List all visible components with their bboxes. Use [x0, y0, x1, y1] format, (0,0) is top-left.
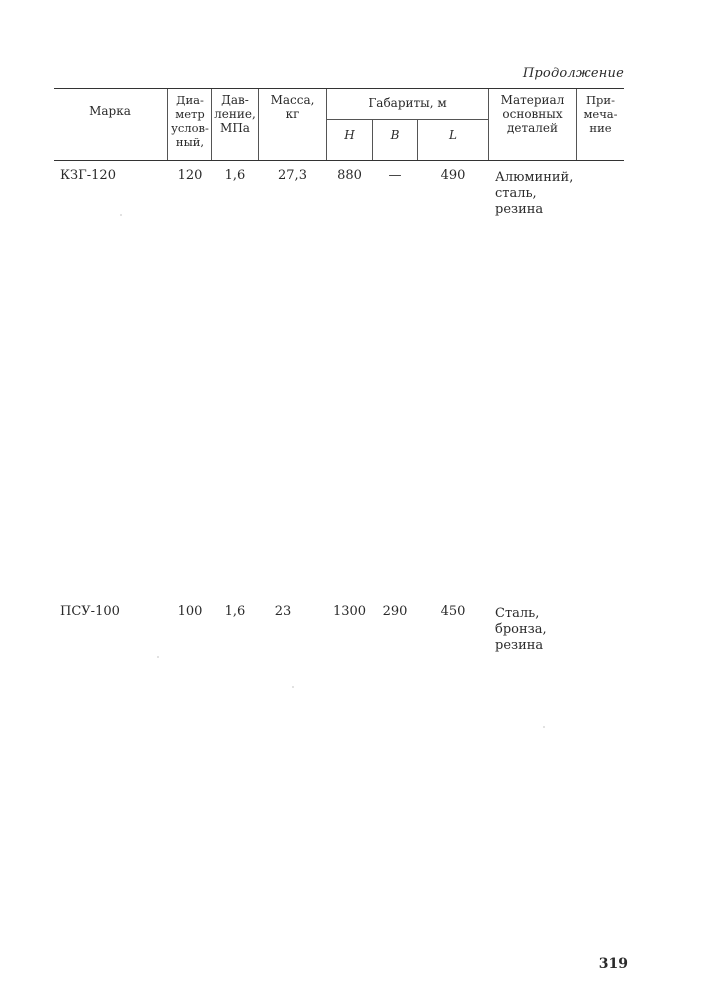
scan-speck	[120, 214, 122, 216]
header-mass: Масса, кг	[270, 93, 315, 121]
header-dim-b: B	[390, 128, 400, 142]
row-dim-b: —	[388, 168, 402, 183]
header-dim-h: H	[344, 128, 355, 142]
header-material: Материал основных деталей	[500, 93, 565, 135]
header-brand: Марка	[89, 104, 131, 118]
header-dimensions: Габариты, м	[368, 96, 447, 110]
header-bottom-rule	[54, 160, 624, 161]
row-dim-h: 880	[337, 168, 362, 183]
row-mass: 27,3	[278, 168, 307, 183]
row-dim-b: 290	[382, 604, 408, 619]
page-number: 319	[598, 956, 628, 972]
header-pressure: Дав- ление, МПа	[214, 93, 256, 135]
row-material: Сталь, бронза, резина	[495, 606, 547, 653]
row-dim-h: 1300	[332, 604, 367, 619]
dimensions-sub-rule	[326, 119, 488, 120]
continuation-label: Продолжение	[522, 66, 624, 81]
row-brand: КЗГ-120	[60, 168, 116, 183]
table-top-rule	[54, 88, 624, 89]
row-pressure: 1,6	[224, 168, 246, 183]
row-diameter: 100	[177, 604, 203, 619]
scan-speck	[543, 726, 545, 728]
scan-speck	[292, 686, 294, 688]
header-dim-l: L	[449, 128, 457, 142]
row-brand: ПСУ-100	[60, 604, 120, 619]
scan-speck	[157, 656, 159, 658]
row-diameter: 120	[177, 168, 203, 183]
header-note: При- меча- ние	[583, 93, 618, 135]
row-dim-l: 490	[440, 168, 466, 183]
row-material: Алюминий, сталь, резина	[495, 170, 574, 217]
header-diameter: Диа- метр услов- ный,	[171, 93, 209, 149]
row-mass: 23	[274, 604, 292, 619]
row-pressure: 1,6	[224, 604, 246, 619]
row-dim-l: 450	[440, 604, 466, 619]
